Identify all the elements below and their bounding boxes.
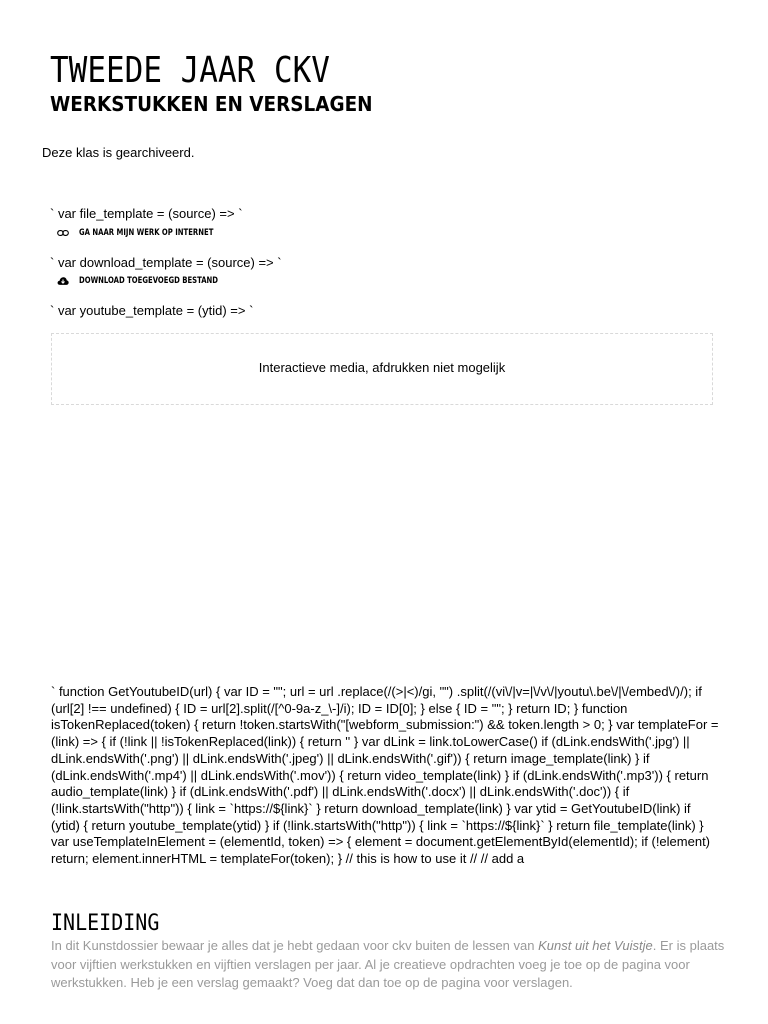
download-template-text: ` var download_template = (source) => `	[50, 255, 282, 270]
cloud-download-icon	[57, 276, 69, 286]
download-file-link[interactable]	[57, 276, 233, 286]
page-title: TWEEDE JAAR CKV	[50, 50, 330, 92]
open-work-link[interactable]	[57, 228, 228, 238]
section-heading-inleiding: INLEIDING	[51, 909, 160, 936]
link-icon	[57, 228, 69, 238]
open-work-link-label: GA NAAR MIJN WERK OP INTERNET	[79, 228, 214, 238]
youtube-template-text: ` var youtube_template = (ytid) => `	[50, 303, 254, 318]
archived-notice: Deze klas is gearchiveerd.	[42, 145, 195, 160]
intro-text-course-name: Kunst uit het Vuistje	[538, 938, 653, 953]
intro-text-end: . Er is plaats voor vijftien werkstukken en vijftien verslagen per jaar. Al je creatieve opdrachten voeg je toe op de pagina voor werkstukken. Heb je een verslag gemaakt? Voeg dat dan toe op de pagina voor verslagen.	[51, 938, 725, 990]
script-code-text: ` function GetYoutubeID(url) { var ID = ""; url = url .replace(/(>|<)/gi, "") .split(/(vi\/|v=|\/v\/|youtu\.be\/|\/embed\/)/); if (url[2] !== undefined) { ID = url[2].split(/[^0-9a-z_\-]/i); ID = ID[0]; } else { ID = ""; } return ID; } function isTokenReplaced(token) { return !token.startsWith("[webform_submission:") && token.length > 0; } var templateFor = (link) => { if (!link || !isTokenReplaced(link)) { return '' } var dLink = link.toLowerCase() if (dLink.endsWith('.jpg') || dLink.endsWith('.png') || dLink.endsWith('.jpeg') || dLink.endsWith('.gif')) { return image_template(link) } if (dLink.endsWith('.mp4') || dLink.endsWith('.mov')) { return video_template(link) } if (dLink.endsWith('.mp3')) { return audio_template(link) } if (dLink.endsWith('.pdf') || dLink.endsWith('.docx') || dLink.endsWith('.doc')) { if (!link.startsWith("http")) { link = `https://${link}` } return download_template(link) } var ytid = GetYoutubeID(link) if (ytid) { return youtube_template(ytid) } if (!link.startsWith("http")) { link = `https://${link}` } return file_template(link) } var useTemplateInElement = (elementId, token) => { element = document.getElementById(elementId); if (!element) return; element.innerHTML = templateFor(token); } // this is how to use it // // add a	[51, 684, 719, 867]
intro-paragraph	[51, 937, 731, 993]
file-template-text: ` var file_template = (source) => `	[50, 206, 243, 221]
download-file-link-label: DOWNLOAD TOEGEVOEGD BESTAND	[79, 276, 219, 286]
interactive-media-placeholder	[51, 333, 713, 405]
page-subtitle: WERKSTUKKEN EN VERSLAGEN	[50, 92, 373, 116]
intro-text-start: In dit Kunstdossier bewaar je alles dat je hebt gedaan voor ckv buiten de lessen van	[51, 938, 539, 953]
interactive-media-text: Interactieve media, afdrukken niet mogelijk	[258, 359, 506, 375]
